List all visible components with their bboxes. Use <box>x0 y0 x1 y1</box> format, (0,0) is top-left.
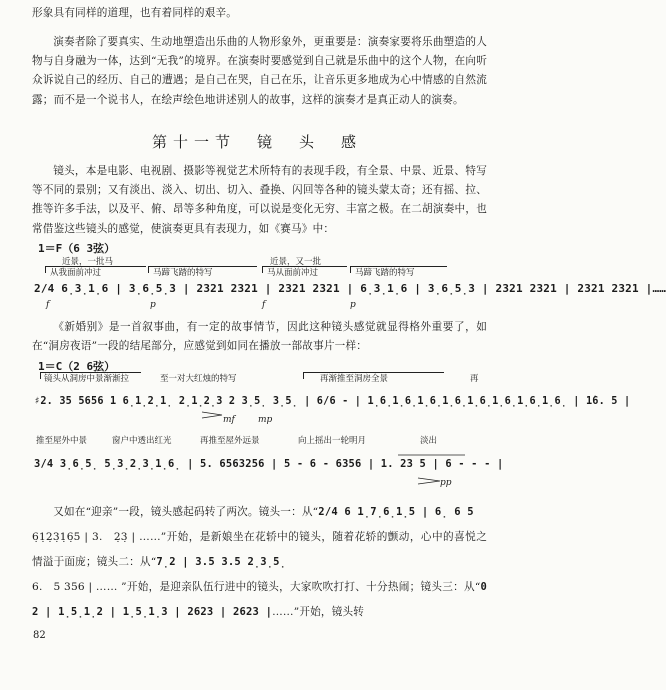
score1-annotation-hoof: 马蹄飞踏的特写 <box>153 268 213 278</box>
score2-annotation-e: 推至屋外中景 <box>36 436 88 446</box>
yingqin-notation-1: 2/4 6 1̣7̣6̣1̣5 | 6̣ 6 5 <box>318 506 474 518</box>
yingqin-notation-2: 7̣2 | 3.5 3.5 2̣3̣5̣ <box>156 556 286 568</box>
score1-dynamic-p1: p <box>150 300 156 310</box>
section-title: 第十一节 镜 头 感 <box>151 133 362 151</box>
score2-key-signature: 1＝C（2 6弦） <box>38 360 116 373</box>
page-number: 82 <box>33 630 46 641</box>
score2-annotation-d: 再 <box>470 374 479 384</box>
score2-dynamic-mf: mf <box>223 415 235 425</box>
score1-annotation-from2: 马从面前冲过 <box>267 268 319 278</box>
yingqin-text-c: 6. 5 356 | …… ”开始，是迎亲队伍行进中的镜头，大家吹吹打打、十分热闹；镜头三：从“ <box>32 581 481 593</box>
score2-notation-row1: ♯2. 35 5656 1 6̣1̣2̣1̣ 2̣1̣2̣3 2 3̣5̣ 3̣5̣ | 6/6 - | 1̣6̣1̣6̣1̣6̣1̣6̣1̣6̣1̣6̣1̣6̣1̣6̣ | 1̇6. 5 | <box>34 396 631 407</box>
score2-annotation-b: 至一对大红烛的特写 <box>160 374 237 384</box>
score1-annotation-from: 从我面前冲过 <box>50 268 102 278</box>
score2-annotation-g: 再推至屋外远景 <box>200 436 260 446</box>
paragraph-performer-role: 演奏者除了要真实、生动地塑造出乐曲的人物形象外，更重要是：演奏家要将乐曲塑造的人物与自身融为一体，达到“无我”的境界。在演奏时要感觉到自己就是乐曲中的这个人物，在向听众诉说自己的经历、自己的遭遇；是自己在哭，自己在乐，让音乐更多地成为心中情感的自然流露；而不是一个说书人，在绘声绘色地讲述别人的故事，这样的演奏才是真正动人的演奏。 <box>32 36 487 106</box>
score1-dynamic-f1: f <box>46 300 50 310</box>
score2-notation-row2: 3/4 3̣6̣5̣ 5̣3̣2̣3̣1̣6̣ | 5. 6563256 | 5 - 6 - 6356 | 1. 23 5 | 6 - - - | <box>34 458 504 470</box>
score1-annotation-near: 近景，一批马 <box>62 257 114 267</box>
yingqin-notation-3: 0 2 | 1̣5̣1̣2 | 1̣5̣1̣3 | 2623 | 2623 | <box>32 581 487 618</box>
yingqin-text-a: 又如在“迎亲”一段，镜头感起码转了两次。镜头一：从“ <box>53 506 319 518</box>
yingqin-text-b: 6̣1̣2̣3̣1̣6̣5 | 3. 2̣3̣ | ……”开始，是新娘坐在花轿中的镜头，随着花轿的颤动，心中的喜悦之情溢于面庞；镜头二：从“ <box>32 531 487 568</box>
text-line-1: 形象具有同样的道理，也有着同样的艰辛。 <box>32 7 238 19</box>
hairpin-row1 <box>202 412 222 418</box>
yingqin-text-d: ……”开始，镜头转 <box>272 606 365 618</box>
decrescendo-hairpin <box>418 478 440 484</box>
score1-key-signature: 1＝F（6 3弦） <box>38 242 116 255</box>
score1-annotation-near2: 近景，又一批 <box>270 257 322 267</box>
score2-annotation-a: 镜头从洞房中景渐渐拉 <box>44 374 130 384</box>
score1-annotation-hoof2: 马蹄飞踏的特写 <box>355 268 415 278</box>
paragraph-camera-lens: 镜头，本是电影、电视剧、摄影等视觉艺术所特有的表现手段，有全景、中景、近景、特写等不同的景别；又有淡出、淡入、切出、切入、叠换、闪回等各种的镜头蒙太奇；还有摇、拉、推等许多手法，以及平、俯、昂等多种角度，可以说是变化无穷、丰富之极。在二胡演奏中，也常借鉴这些镜头的感觉，使演奏更具有表现力，如《赛马》中： <box>32 165 487 235</box>
score1-dynamic-p2: p <box>350 300 356 310</box>
score2-annotation-i: 淡出 <box>420 436 438 446</box>
paragraph-xinhunbie: 《新婚别》是一首叙事曲，有一定的故事情节，因此这种镜头感觉就显得格外重要了，如在“洞房夜语”一段的结尾部分，应感觉到如同在播放一部故事片一样： <box>32 321 487 353</box>
score1-notation: 2/4 6̣3̣1̣6 | 3̣6̣5̣3 | 2321 2321 | 2321 2321 | 6̣3̣1̣6 | 3̣6̣5̣3 | 2321 2321 | 2321 2321 |…… <box>34 282 666 295</box>
score2-annotation-c: 再渐推至洞房全景 <box>320 374 389 384</box>
score1-dynamic-f2: f <box>262 300 266 310</box>
score2-dynamic-mp: mp <box>258 415 273 425</box>
score2-annotation-h: 向上摇出一轮明月 <box>298 436 367 446</box>
score2-dynamic-pp: pp <box>440 478 452 488</box>
score2-annotation-f: 窗户中透出红光 <box>112 436 172 446</box>
